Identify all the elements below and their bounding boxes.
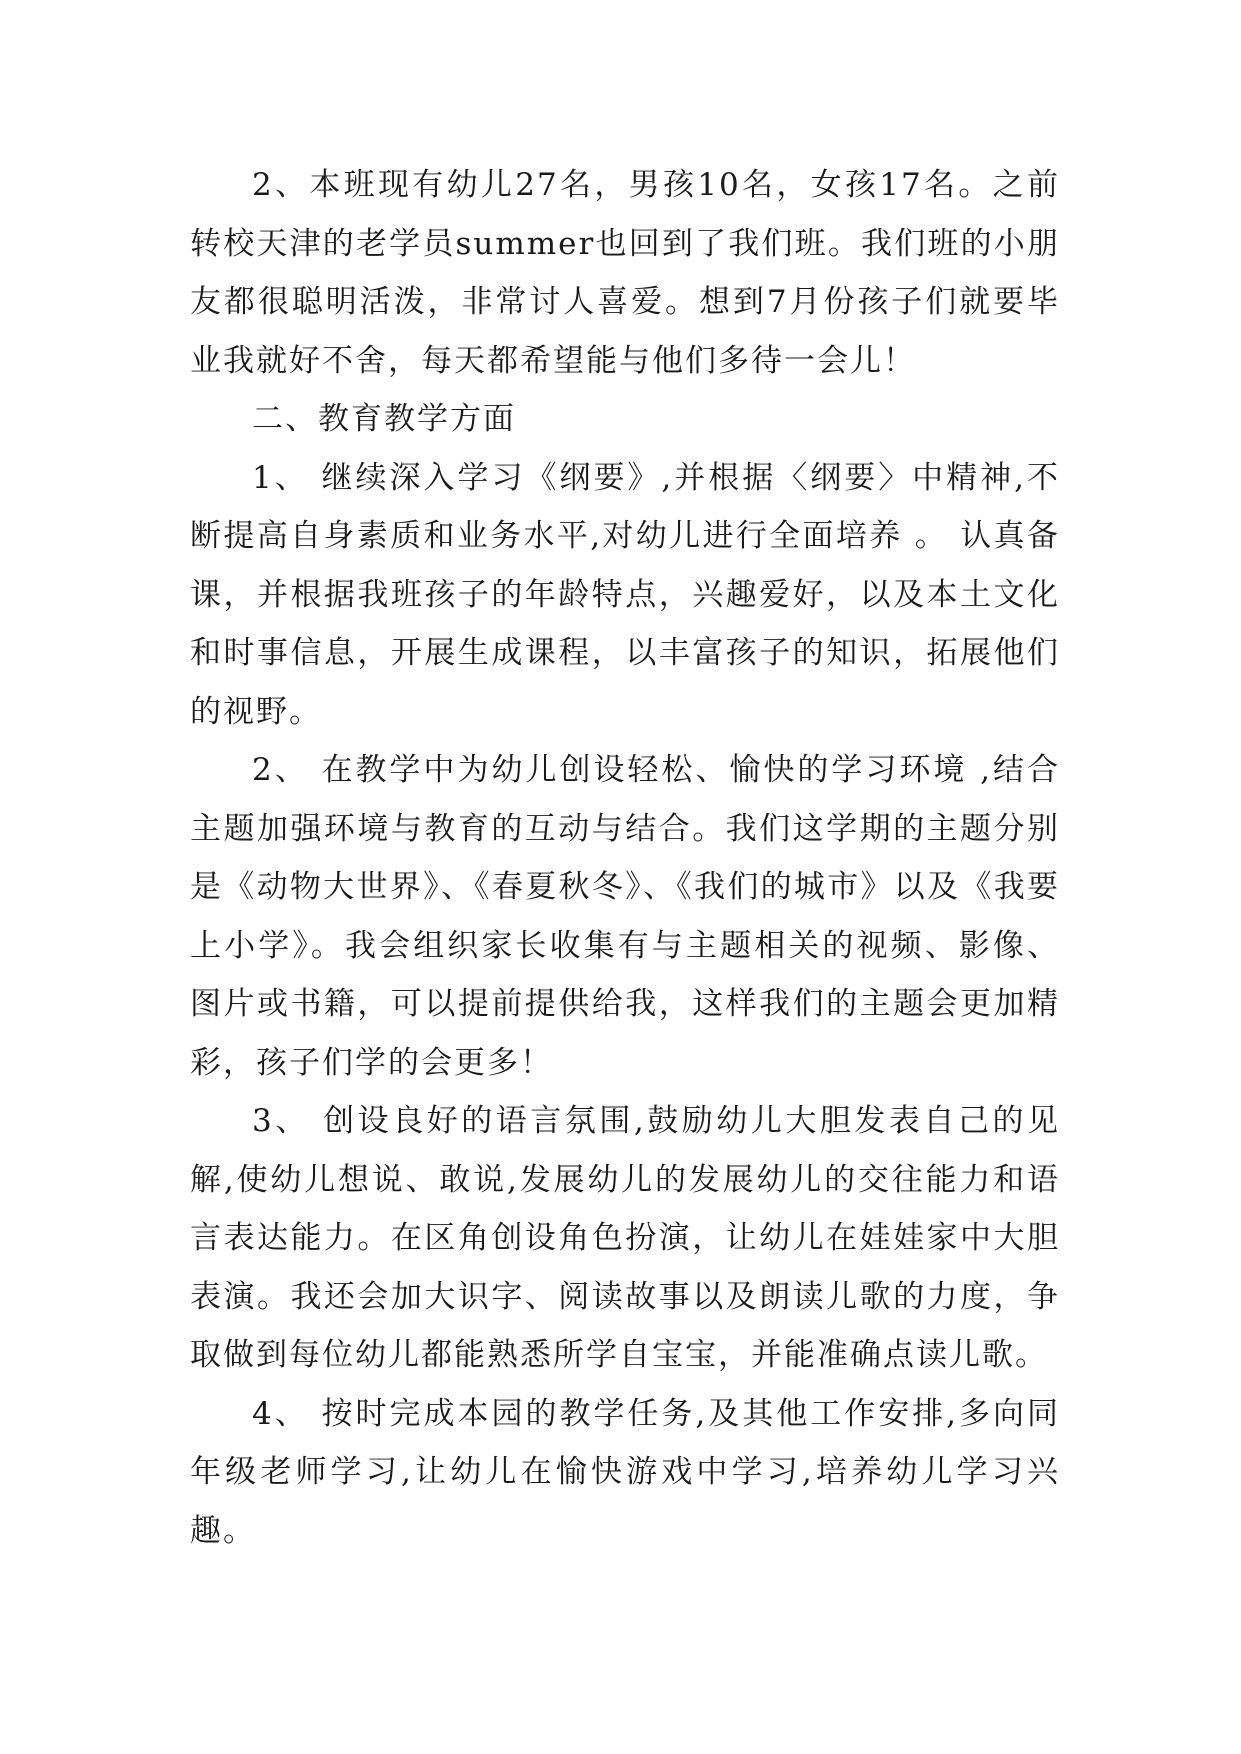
paragraph-class-overview: 2、本班现有幼儿27名，男孩10名，女孩17名。之前转校天津的老学员summer也回到了我们班。我们班的小朋友都很聪明活泼，非常讨人喜爱。想到7月份孩子们就要毕业我就好不舍，每天都希望能与他们多待一会儿！ (190, 167, 1060, 379)
document-body (190, 156, 1060, 1560)
section-heading-teaching: 二、教育教学方面 (252, 401, 516, 437)
paragraph-item-4: 4、 按时完成本园的教学任务,及其他工作安排,多向同年级老师学习,让幼儿在愉快游戏中学习,培养幼儿学习兴趣。 (190, 1395, 1060, 1549)
paragraph-item-3: 3、 创设良好的语言氛围,鼓励幼儿大胆发表自己的见解,使幼儿想说、敢说,发展幼儿的发展幼儿的交往能力和语言表达能力。在区角创设角色扮演，让幼儿在娃娃家中大胆表演。我还会加大识字、阅读故事以及朗读儿歌的力度，争取做到每位幼儿都能熟悉所学自宝宝，并能准确点读儿歌。 (190, 1103, 1060, 1373)
paragraph-item-2: 2、 在教学中为幼儿创设轻松、愉快的学习环境 ,结合主题加强环境与教育的互动与结合。我们这学期的主题分别是《动物大世界》、《春夏秋冬》、《我们的城市》以及《我要上小学》。我会组织家长收集有与主题相关的视频、影像、图片或书籍，可以提前提供给我，这样我们的主题会更加精彩，孩子们学的会更多！ (190, 752, 1060, 1081)
paragraph-item-1: 1、 继续深入学习《纲要》,并根据〈纲要〉中精神,不断提高自身素质和业务水平,对幼儿进行全面培养 。 认真备课，并根据我班孩子的年龄特点，兴趣爱好，以及本土文化和时事信息，开展生成课程，以丰富孩子的知识，拓展他们的视野。 (190, 459, 1060, 730)
